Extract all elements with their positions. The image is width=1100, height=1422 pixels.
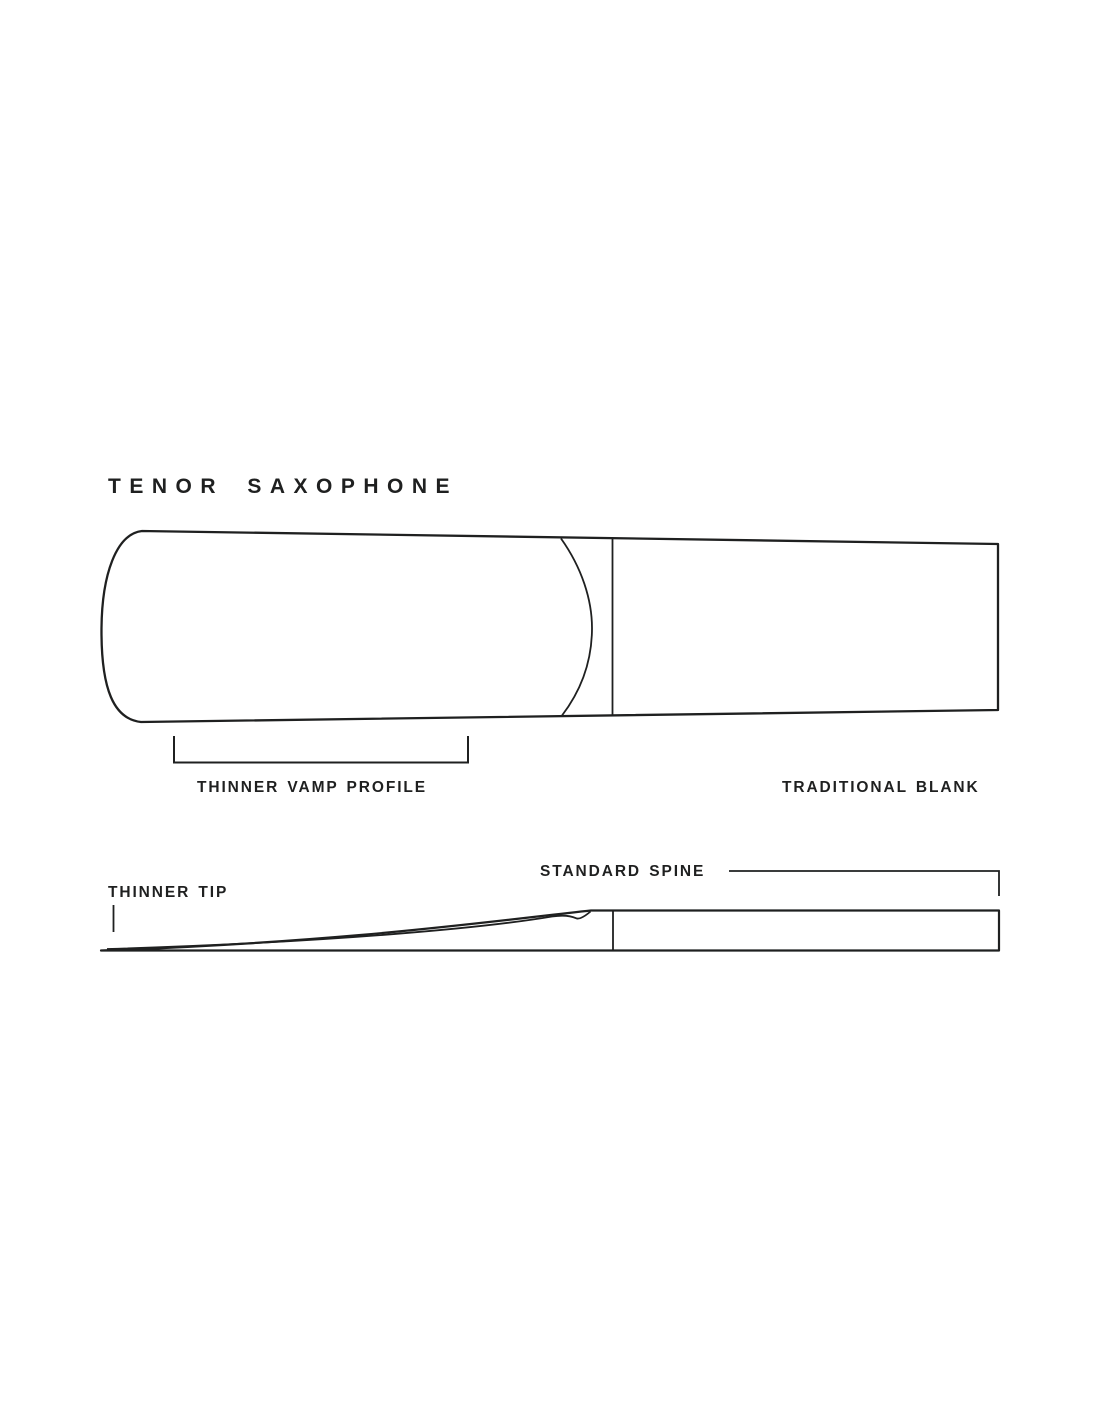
label-traditional-blank: TRADITIONAL BLANK	[782, 779, 980, 796]
label-thinner-vamp-profile: THINNER VAMP PROFILE	[197, 779, 428, 796]
label-thinner-tip: THINNER TIP	[108, 884, 229, 901]
label-standard-spine: STANDARD SPINE	[540, 863, 706, 880]
reed-side-view	[101, 911, 999, 951]
reed-top-view-outline	[101, 531, 998, 722]
vamp-bracket	[174, 736, 468, 763]
diagram-title: TENOR SAXOPHONE	[108, 475, 459, 498]
reed-top-view	[101, 531, 998, 722]
spine-callout-line	[729, 871, 999, 896]
